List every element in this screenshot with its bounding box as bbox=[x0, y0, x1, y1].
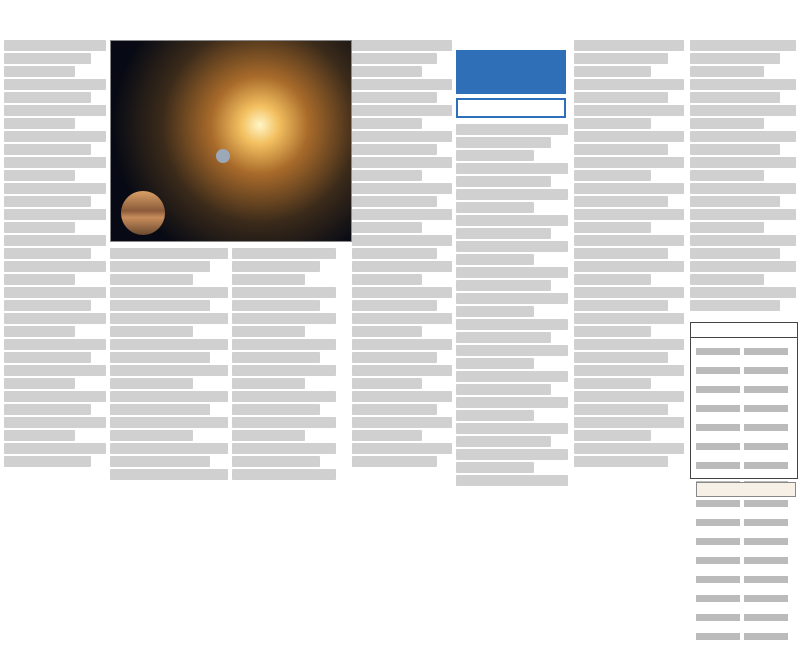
question-column-1 bbox=[4, 40, 106, 494]
gas-giant-planet bbox=[121, 191, 165, 235]
section-banner bbox=[456, 50, 566, 94]
question-column-6 bbox=[690, 40, 796, 318]
question-column-5 bbox=[574, 40, 684, 494]
headline bbox=[0, 0, 800, 38]
small-planet bbox=[216, 149, 230, 163]
question-column-2 bbox=[110, 248, 228, 494]
question-column-3 bbox=[352, 40, 452, 494]
solar-system-illustration bbox=[110, 40, 352, 242]
section-subbanner bbox=[456, 98, 566, 118]
answer-key-table bbox=[690, 322, 798, 479]
question-column-4 bbox=[456, 124, 568, 494]
question-column-2b bbox=[232, 248, 336, 494]
publisher-logo bbox=[696, 482, 796, 497]
answer-key-title bbox=[691, 323, 797, 338]
